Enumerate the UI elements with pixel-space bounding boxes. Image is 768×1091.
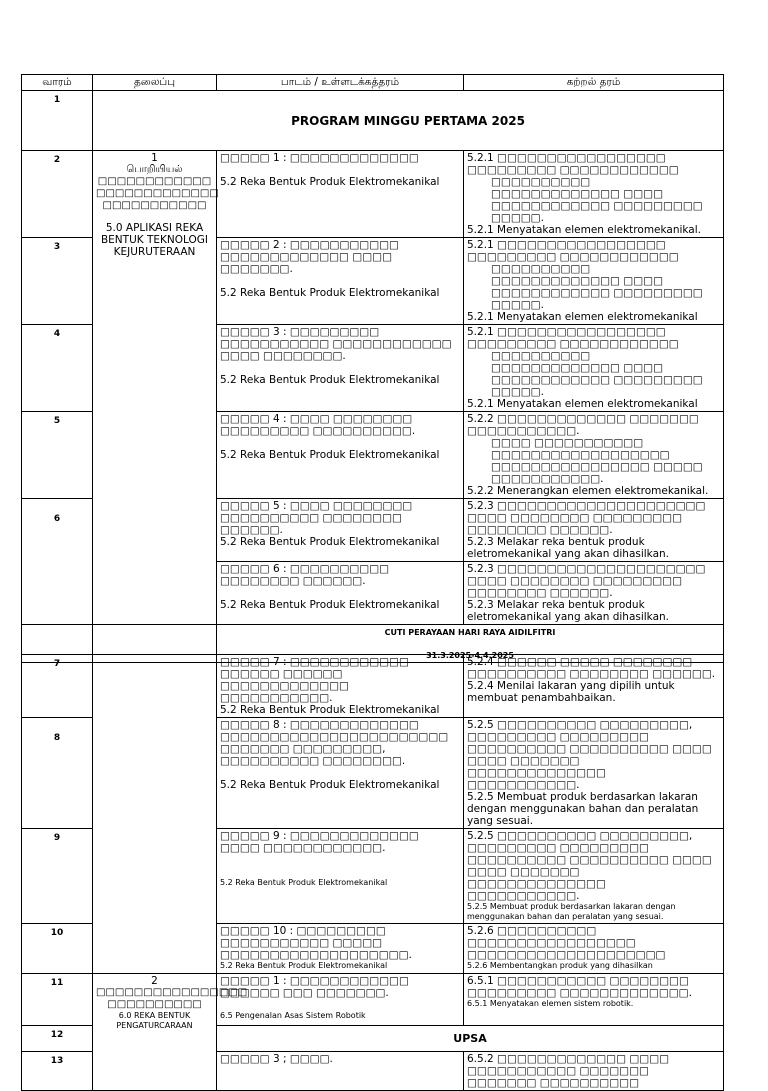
lesson-cell bbox=[217, 718, 464, 829]
table-row bbox=[22, 655, 724, 718]
lesson-title: □□□□□ 3 ; □□□□. bbox=[220, 1053, 333, 1065]
outcome-malay: 5.2.2 Menerangkan elemen elektromekanikal. bbox=[467, 485, 709, 497]
outcome-cell bbox=[464, 562, 724, 625]
outcome-cell bbox=[464, 412, 724, 499]
lesson-cell bbox=[217, 499, 464, 562]
week-cell: 3 bbox=[22, 238, 93, 325]
outcome-malay: eletromekanikal yang akan dihasilkan. bbox=[467, 611, 670, 623]
outcome-malay: 5.2.3 Melakar reka bentuk produk bbox=[467, 536, 645, 548]
outcome-tamil: 5.2.1 □□□□□□□□□□□□□□□□□ □□□□□□□□□ □□□□□□□□□□□□ bbox=[467, 326, 679, 350]
week-cell: 7 bbox=[22, 655, 93, 718]
outcome-tamil: 6.5.2 □□□□□□□□□□□□□ □□□□ □□□□□□□□□□□ □□□□□□□ □□□□□□□ □□□□□□□□□□ bbox=[467, 1053, 670, 1089]
outcome-tamil: 5.2.1 □□□□□□□□□□□□□□□□□ □□□□□□□□□ □□□□□□□□□□□□ bbox=[467, 239, 679, 263]
table-row bbox=[22, 91, 724, 151]
outcome-tamil: □□□□□□□□□□ □□□□□□□□□□□□□ □□□□ □□□□□□□□□□□□ □□□□□□□□□ □□□□□. bbox=[491, 350, 703, 398]
week-cell: 8 bbox=[22, 718, 93, 829]
table-row bbox=[22, 974, 724, 1026]
lesson-cell bbox=[217, 151, 464, 238]
topic-number: 1 bbox=[151, 152, 158, 164]
lesson-title: □□□□□ 4 : □□□□ □□□□□□□□ □□□□□□□□□ □□□□□□□□□□. bbox=[220, 413, 416, 437]
content-standard: 6.5 Pengenalan Asas Sistem Robotik bbox=[220, 1011, 366, 1020]
topic-tamil-line: □□□□□□□□□□□□□□□□ bbox=[96, 987, 248, 998]
header-row bbox=[22, 75, 724, 91]
content-standard: 5.2 Reka Bentuk Produk Elektromekanikal bbox=[220, 704, 440, 716]
week-cell: 1 bbox=[22, 91, 93, 151]
outcome-malay: 5.2.1 Menyatakan elemen elektromekanikal bbox=[467, 311, 698, 323]
table-row bbox=[22, 151, 724, 238]
outcome-tamil: 5.2.6 □□□□□□□□□□ □□□□□□□□□□□□□□□□□ □□□□□□□□□□□□□□□□□□□□ bbox=[467, 925, 666, 961]
content-standard: 5.2 Reka Bentuk Produk Elektromekanikal bbox=[220, 779, 440, 791]
lesson-title: □□□□□ 3 : □□□□□□□□□ □□□□□□□□□□□ □□□□□□□□□□□□ □□□□ □□□□□□□□. bbox=[220, 326, 452, 362]
outcome-tamil: □□□□□□□□□□ □□□□□□□□□□□□□ □□□□ □□□□□□□□□□□□ □□□□□□□□□ □□□□□. bbox=[491, 263, 703, 311]
header-topic: தலைப்பு bbox=[93, 75, 217, 91]
header-week: வாரம் bbox=[22, 75, 93, 91]
topic-cell-empty bbox=[93, 655, 217, 974]
topic-cell bbox=[93, 151, 217, 625]
upsa-cell: UPSA bbox=[217, 1026, 724, 1052]
content-standard: 5.2 Reka Bentuk Produk Elektromekanikal bbox=[220, 374, 440, 386]
content-standard: 5.2 Reka Bentuk Produk Elektromekanikal bbox=[220, 599, 440, 611]
topic-malay: 5.0 APLIKASI REKA BENTUK TEKNOLOGI KEJURUTERAAN bbox=[100, 222, 209, 258]
outcome-tamil: 5.2.1 □□□□□□□□□□□□□□□□□ □□□□□□□□□ □□□□□□□□□□□□ bbox=[467, 152, 679, 176]
lesson-cell bbox=[217, 1052, 464, 1091]
content-standard: 5.2 Reka Bentuk Produk Elektromekanikal bbox=[220, 536, 440, 548]
lesson-title: □□□□□ 9 : □□□□□□□□□□□□□ □□□□ □□□□□□□□□□□□. bbox=[220, 830, 419, 854]
week-cell: 4 bbox=[22, 325, 93, 412]
week-cell: 9 bbox=[22, 829, 93, 924]
outcome-cell bbox=[464, 718, 724, 829]
topic-tamil-line: □□□□□□□□□□□□ bbox=[97, 176, 212, 187]
outcome-cell bbox=[464, 974, 724, 1026]
outcome-malay: 5.2.6 Membentangkan produk yang dihasilkan bbox=[467, 961, 653, 970]
lesson-cell bbox=[217, 562, 464, 625]
header-learning-standard: கற்றல் தரம் bbox=[464, 75, 724, 91]
lesson-cell bbox=[217, 974, 464, 1026]
outcome-cell bbox=[464, 238, 724, 325]
lesson-title: □□□□□ 6 : □□□□□□□□□□ □□□□□□□□ □□□□□□. bbox=[220, 563, 390, 587]
outcome-cell bbox=[464, 655, 724, 718]
topic-malay: 6.0 REKA BENTUK bbox=[118, 1011, 191, 1020]
lesson-cell bbox=[217, 829, 464, 924]
lesson-cell bbox=[217, 238, 464, 325]
week-cell: 2 bbox=[22, 151, 93, 238]
outcome-malay: eletromekanikal yang akan dihasilkan. bbox=[467, 548, 670, 560]
outcome-malay: 5.2.1 Menyatakan elemen elektromekanikal. bbox=[467, 224, 701, 236]
topic-tamil-line: □□□□□□□□□□ bbox=[107, 999, 202, 1010]
topic-malay: PENGATURCARAAN bbox=[116, 1021, 193, 1030]
week-cell: 13 bbox=[22, 1052, 93, 1091]
program-title: PROGRAM MINGGU PERTAMA 2025 bbox=[93, 91, 724, 151]
outcome-tamil: 5.2.3 □□□□□□□□□□□□□□□□□□□□□ □□□□ □□□□□□□□ □□□□□□□□□ □□□□□□□□ □□□□□□. bbox=[467, 563, 706, 599]
outcome-tamil: 5.2.5 □□□□□□□□□□ □□□□□□□□□, □□□□□□□□□ □□□□□□□□□ □□□□□□□□□□ □□□□□□□□□□ □□□□ □□□□ □□□□□□□ □□□□□□□□□□□□□□ □□□□□□□□□□□. bbox=[467, 830, 712, 902]
outcome-cell bbox=[464, 924, 724, 974]
header-lesson: பாடம் / உள்ளடக்கத்தரம் bbox=[217, 75, 464, 91]
lesson-title: □□□□□ 5 : □□□□ □□□□□□□□ □□□□□□□□□□ □□□□□□□□ □□□□□□. bbox=[220, 500, 413, 536]
outcome-malay: 5.2.5 Membuat produk berdasarkan lakaran dengan menggunakan bahan dan peralatan yang sesuai. bbox=[467, 902, 676, 921]
outcome-tamil: 5.2.2 □□□□□□□□□□□□□ □□□□□□□ □□□□□□□□□□□. bbox=[467, 413, 699, 437]
outcome-tamil: □□□□□□□□□□ □□□□□□□□□□□□□ □□□□ □□□□□□□□□□□□ □□□□□□□□□ □□□□□. bbox=[491, 176, 703, 224]
outcome-malay: 5.2.1 Menyatakan elemen elektromekanikal bbox=[467, 398, 698, 410]
lesson-cell bbox=[217, 924, 464, 974]
lesson-title: □□□□□ 2 : □□□□□□□□□□□ □□□□□□□□□□□□□ □□□□ □□□□□□□. bbox=[220, 239, 399, 275]
topic-number: 2 bbox=[151, 975, 158, 987]
lesson-cell bbox=[217, 412, 464, 499]
week-cell: 12 bbox=[22, 1026, 93, 1052]
content-standard: 5.2 Reka Bentuk Produk Elektromekanikal bbox=[220, 961, 388, 970]
outcome-malay: 6.5.1 Menyatakan elemen sistem robotik. bbox=[467, 999, 634, 1008]
outcome-cell bbox=[464, 1052, 724, 1091]
content-standard: 5.2 Reka Bentuk Produk Elektromekanikal bbox=[220, 878, 388, 887]
outcome-tamil: 5.2.5 □□□□□□□□□□ □□□□□□□□□, □□□□□□□□□ □□□□□□□□□ □□□□□□□□□□ □□□□□□□□□□ □□□□ □□□□ □□□□□□□ □□□□□□□□□□□□□□ □□□□□□□□□□□. bbox=[467, 719, 712, 791]
topic-cell bbox=[93, 974, 248, 1091]
outcome-cell bbox=[464, 151, 724, 238]
outcome-malay: 5.2.4 Menilai lakaran yang dipilih untuk bbox=[467, 680, 675, 692]
outcome-tamil: 5.2.3 □□□□□□□□□□□□□□□□□□□□□ □□□□ □□□□□□□□ □□□□□□□□□ □□□□□□□□ □□□□□□. bbox=[467, 500, 706, 536]
lesson-title: □□□□□□□□□□□□□□□□□□□□□□□ □□□□□□□ □□□□□□□□□, □□□□□□□□□□ □□□□□□□□. bbox=[220, 731, 449, 767]
week-cell: 5 bbox=[22, 412, 93, 499]
content-standard: 5.2 Reka Bentuk Produk Elektromekanikal bbox=[220, 449, 440, 461]
outcome-tamil: 5.2.4 □□□□□□ □□□□□ □□□□□□□□ □□□□□□□□□□ □□□□□□□□ □□□□□□. bbox=[467, 656, 716, 680]
outcome-malay: 5.2.5 Membuat produk berdasarkan lakaran dengan menggunakan bahan dan peralatan yang sesuai. bbox=[467, 791, 699, 827]
topic-tamil-line: □□□□□□□□□□□ bbox=[102, 200, 207, 211]
lesson-cell bbox=[217, 655, 464, 718]
lesson-title: □□□□□ 7 : □□□□□□□□□□□□ □□□□□□ □□□□□□ □□□□□□□□□□□□□ □□□□□□□□□□□. bbox=[220, 656, 409, 704]
lesson-title: □□□□□ 1 : □□□□□□□□□□□□ □□□□□□ □□□ □□□□□□□. bbox=[220, 975, 409, 999]
outcome-tamil: 6.5.1 □□□□□□□□□□□ □□□□□□□□ □□□□□□□□□ □□□□□□□□□□□□□. bbox=[467, 975, 692, 999]
week-cell: 6 bbox=[22, 499, 93, 625]
topic-tamil-line: □□□□□□□□□□□□□ bbox=[96, 188, 219, 199]
scheme-of-work-table-1 bbox=[21, 74, 724, 663]
scheme-of-work-table-2 bbox=[21, 654, 724, 1091]
outcome-cell bbox=[464, 829, 724, 924]
content-standard: 5.2 Reka Bentuk Produk Elektromekanikal bbox=[220, 287, 440, 299]
outcome-tamil: □□□□ □□□□□□□□□□□ □□□□□□□□□□□□□□□□□□ □□□□□□□□□□□□□□□□ □□□□□ □□□□□□□□□□□. bbox=[491, 437, 703, 485]
lesson-title: □□□□□ 1 : □□□□□□□□□□□□□ bbox=[220, 152, 419, 164]
lesson-title: □□□□□ 8 : □□□□□□□□□□□□□ bbox=[220, 719, 419, 731]
outcome-malay: membuat penambahbaikan. bbox=[467, 692, 616, 704]
lesson-title: □□□□□ 10 : □□□□□□□□□ □□□□□□□□□□□ □□□□□ □□□□□□□□□□□□□□□□□□□. bbox=[220, 925, 412, 961]
week-cell: 10 bbox=[22, 924, 93, 974]
lesson-cell bbox=[217, 325, 464, 412]
content-standard: 5.2 Reka Bentuk Produk Elektromekanikal bbox=[220, 176, 440, 188]
holiday-title: CUTI PERAYAAN HARI RAYA AIDILFITRI bbox=[384, 628, 556, 637]
week-cell: 11 bbox=[22, 974, 93, 1026]
holiday-dates: 31.3.2025-4.4.2025 bbox=[426, 651, 514, 660]
outcome-cell bbox=[464, 499, 724, 562]
outcome-malay: 5.2.3 Melakar reka bentuk produk bbox=[467, 599, 645, 611]
outcome-cell bbox=[464, 325, 724, 412]
topic-tamil-name: பொறியியல் bbox=[126, 164, 183, 175]
